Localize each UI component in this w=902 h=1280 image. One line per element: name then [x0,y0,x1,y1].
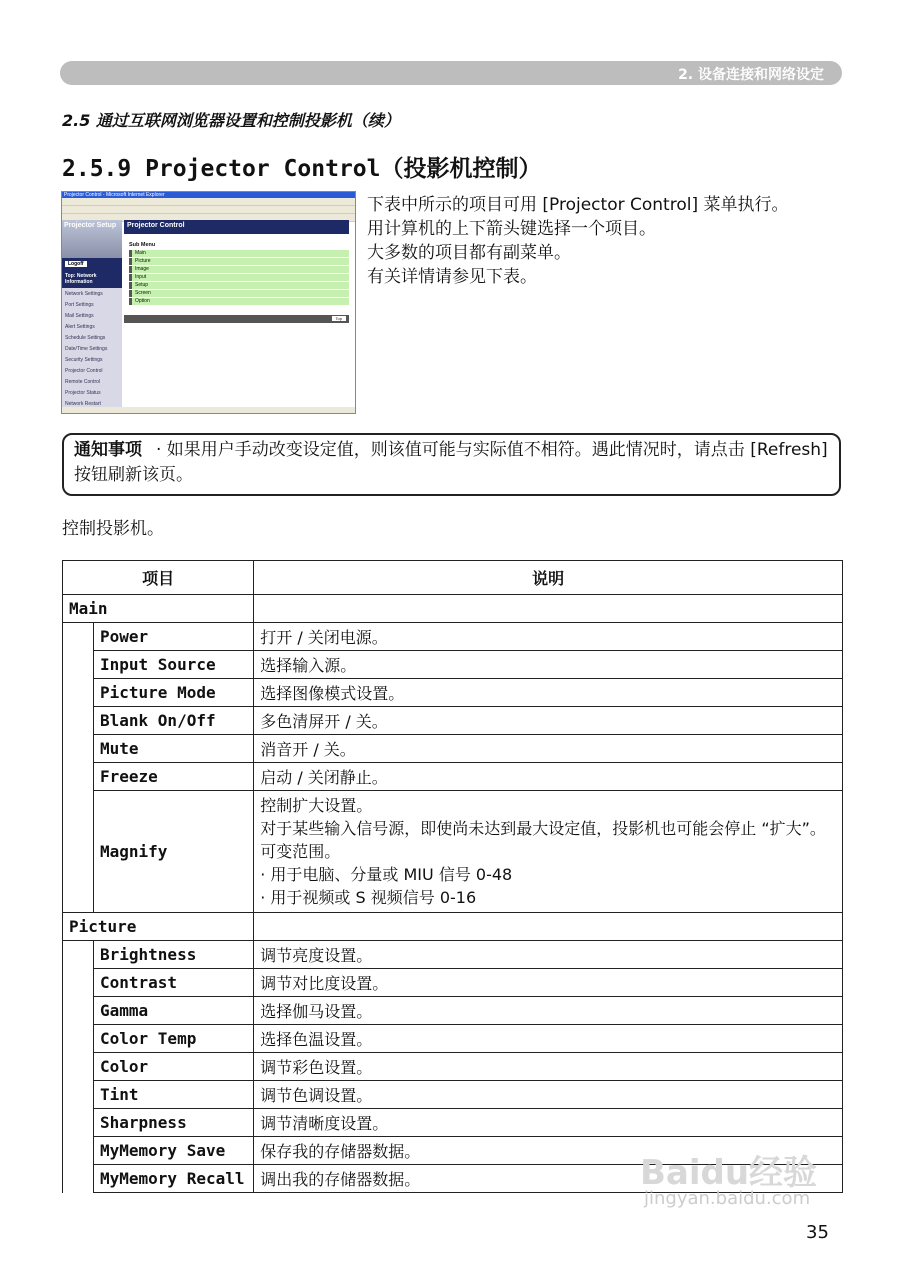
intro-text: 控制投影机。 [62,519,164,539]
chapter-header-bar [60,61,842,85]
desc-line: 可变范围。 [260,842,341,861]
item-desc: 调节彩色设置。 [254,1053,843,1081]
item-name: Gamma [94,997,254,1025]
menu-bar [62,198,355,206]
indent [63,1165,94,1193]
sub-menu-item: Input [129,274,349,281]
item-desc: 选择色温设置。 [254,1025,843,1053]
table-row [63,1025,843,1053]
toolbar [62,206,355,214]
table-row [63,763,843,791]
indent [63,1053,94,1081]
desc-line: 控制扩大设置。 [260,796,373,815]
group-row [63,913,843,941]
page-title: 2.5.9 Projector Control（投影机控制） [62,156,542,182]
item-desc: 调出我的存储器数据。 [254,1165,843,1193]
desc-line: 用计算机的上下箭头键选择一个项目。 [367,219,656,239]
table-header-row [63,561,843,595]
sidebar-item: Security Settings [65,356,103,363]
item-desc: 选择输入源。 [254,651,843,679]
item-name: Blank On/Off [94,707,254,735]
table-row [63,941,843,969]
item-name: Color [94,1053,254,1081]
control-table [62,560,843,1193]
table-row [63,1053,843,1081]
sub-menu-item: Screen [129,290,349,297]
indent [63,1081,94,1109]
item-name: Freeze [94,763,254,791]
item-desc: 消音开 / 关。 [254,735,843,763]
item-desc: 选择图像模式设置。 [254,679,843,707]
item-desc [254,791,843,913]
item-name: MyMemory Save [94,1137,254,1165]
top-button: Top [332,316,346,321]
sidebar [62,220,122,407]
sidebar-item: Date/Time Settings [65,345,108,352]
bottom-bar [124,315,349,323]
indent [63,1025,94,1053]
indent [63,707,94,735]
desc-line: · 用于电脑、分量或 MIU 信号 0-48 [260,865,513,884]
watermark-logo: Baidu经验 [640,1153,818,1193]
sidebar-item: Schedule Settings [65,334,106,341]
table-row [63,651,843,679]
column-header: 说明 [254,561,843,595]
logoff-button: Logoff [65,261,87,267]
sidebar-item: Network Settings [65,290,103,297]
desc-line: 对于某些输入信号源，即使尚未达到最大设定值，投影机也可能会停止 “扩大”。 [260,819,826,838]
item-name: Picture Mode [94,679,254,707]
item-name: MyMemory Recall [94,1165,254,1193]
section-heading: 2.5 通过互联网浏览器设置和控制投影机（续） [62,111,400,130]
sidebar-item: Remote Control [65,378,101,385]
item-name: Color Temp [94,1025,254,1053]
indent [63,623,94,651]
sidebar-item: Alert Settings [65,323,95,330]
group-name: Picture [63,913,254,941]
sidebar-item: Projector Control [65,367,103,374]
column-header: 项目 [63,561,254,595]
sidebar-item: Mail Settings [65,312,94,319]
sidebar-item: Port Settings [65,301,94,308]
description [367,193,837,289]
indent [63,997,94,1025]
group-row [63,595,843,623]
item-name: Brightness [94,941,254,969]
main-panel [124,220,349,323]
sidebar-item: Projector Status [65,389,101,396]
table-row [63,707,843,735]
item-name: Input Source [94,651,254,679]
item-name: Magnify [94,791,254,913]
item-desc: 调节亮度设置。 [254,941,843,969]
note-text: · 如果用户手动改变设定值，则该值可能与实际值不相符。遇此情况时，请点击 [Refresh] 按钮刷新该页。 [74,440,828,485]
indent [63,679,94,707]
logo: Projector Setup [62,220,122,258]
desc-line: 下表中所示的项目可用 [Projector Control] 菜单执行。 [367,195,789,215]
indent [63,763,94,791]
item-desc: 调节色调设置。 [254,1081,843,1109]
item-desc: 启动 / 关闭静止。 [254,763,843,791]
page-number: 35 [806,1222,829,1243]
group-name: Main [63,595,254,623]
group-desc [254,913,843,941]
chapter-title: 2. 设备连接和网络设定 [678,67,824,83]
item-desc: 调节对比度设置。 [254,969,843,997]
item-desc: 选择伽马设置。 [254,997,843,1025]
watermark-url: jingyan.baidu.com [644,1188,811,1209]
item-desc: 打开 / 关闭电源。 [254,623,843,651]
sub-menu-label: Sub Menu [129,242,156,248]
browser-screenshot [61,191,356,414]
item-desc: 保存我的存储器数据。 [254,1137,843,1165]
table-row [63,1081,843,1109]
table-row [63,623,843,651]
top-link: Top: Network Information [62,270,122,288]
group-desc [254,595,843,623]
indent [63,941,94,969]
item-name: Mute [94,735,254,763]
table-row [63,679,843,707]
note-label: 通知事项 [74,440,142,460]
indent [63,1109,94,1137]
item-name: Tint [94,1081,254,1109]
table-row [63,969,843,997]
status-bar [62,407,355,413]
indent [63,969,94,997]
sub-menu-item: Picture [129,258,349,265]
indent [63,1137,94,1165]
desc-line: 有关详情请参见下表。 [367,267,537,287]
note-box [62,433,841,496]
desc-line: · 用于视频或 S 视频信号 0-16 [260,888,477,907]
indent [63,791,94,913]
table-row [63,1109,843,1137]
desc-line: 大多数的项目都有副菜单。 [367,243,571,263]
item-desc: 调节清晰度设置。 [254,1109,843,1137]
indent [63,651,94,679]
sidebar-item: Network Restart [65,400,101,407]
window-title: Projector Control - Microsoft Internet Explorer [62,192,355,198]
indent [63,735,94,763]
panel-title: Projector Control [124,220,349,234]
sub-menu-item: Setup [129,282,349,289]
table-row [63,791,843,913]
item-name: Power [94,623,254,651]
sub-menu-item: Main [129,250,349,257]
table-row [63,735,843,763]
table-row [63,997,843,1025]
sub-menu-item: Image [129,266,349,273]
sub-menu-item: Option [129,298,349,305]
item-desc: 多色清屏开 / 关。 [254,707,843,735]
item-name: Contrast [94,969,254,997]
item-name: Sharpness [94,1109,254,1137]
